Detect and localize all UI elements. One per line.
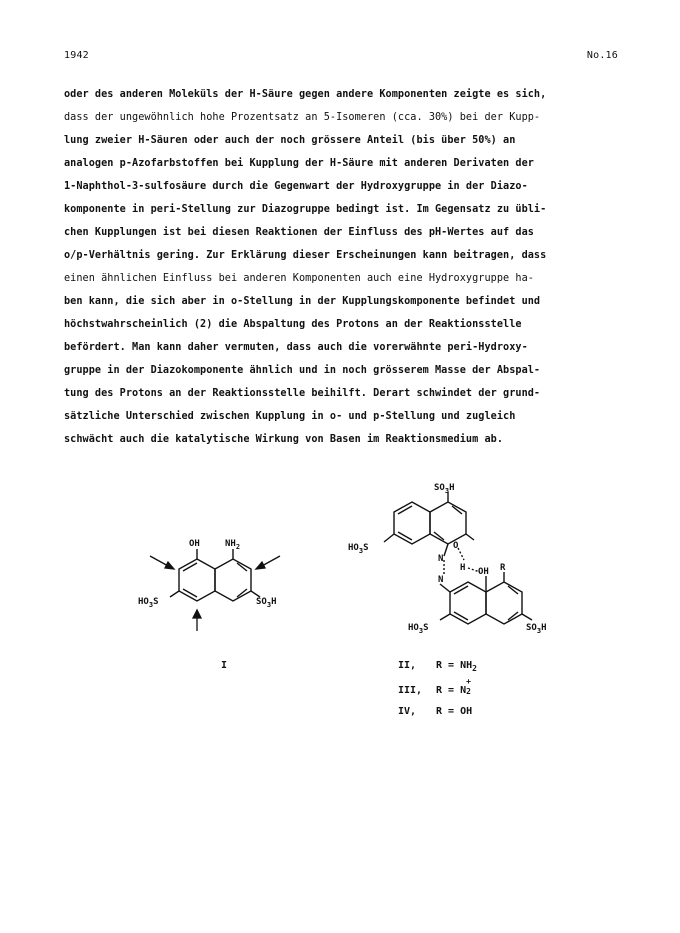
- text-line: ben kann, die sich aber in o-Stellung in der Kupplungskomponente befindet und: [64, 296, 541, 307]
- structure-i-label: I: [221, 660, 228, 671]
- r-definition-iv: [398, 706, 472, 717]
- nh2-label: $NH_2$: [225, 539, 241, 551]
- structure-i-diagram: [130, 535, 300, 645]
- n1-label: N: [438, 554, 444, 564]
- page-number: 1942: [64, 50, 89, 61]
- text-line: chen Kupplungen ist bei diesen Reaktionen der Einfluss des pH-Wertes auf das: [64, 227, 534, 238]
- top-so3h-label: $SO_3H$: [434, 483, 455, 495]
- r-equation: R = NH: [436, 660, 473, 671]
- r-equation: R = OH: [436, 706, 473, 717]
- text-line: befördert. Man kann daher vermuten, dass auch die vorerwähnte peri-Hydroxy-: [64, 342, 528, 353]
- compound-number: II,: [398, 660, 417, 671]
- n2-label: N: [438, 575, 444, 585]
- lower-naphthalene-rings: [440, 548, 532, 624]
- r-subscript: 2: [472, 664, 477, 673]
- text-line: dass der ungewöhnlich hohe Prozentsatz an 5-Isomeren (cca. 30%) bei der Kupp-: [64, 112, 541, 123]
- r-subscript: 2: [466, 687, 471, 696]
- text-line: oder des anderen Moleküls der H-Säure gegen andere Komponenten zeigte es sich,: [64, 89, 547, 100]
- structure-ii-iv-diagram: [340, 478, 570, 638]
- text-line: komponente in peri-Stellung zur Diazogruppe bedingt ist. Im Gegensatz zu übli-: [64, 204, 547, 215]
- text-line: analogen p-Azofarbstoffen bei Kupplung der H-Säure mit anderen Derivaten der: [64, 158, 534, 169]
- o-label: O: [453, 541, 459, 551]
- text-line: tung des Protons an der Reaktionsstelle beihilft. Derart schwindet der grund-: [64, 388, 541, 399]
- text-line: sätzliche Unterschied zwischen Kupplung in o- und p-Stellung und zugleich: [64, 411, 516, 422]
- body-paragraph: [64, 83, 616, 451]
- bottom-right-so3h-label: $SO_3H$: [526, 623, 547, 635]
- r-definition-iii: [398, 677, 474, 696]
- oh-label: OH: [478, 567, 489, 577]
- right-so3h-label: $SO_3H$: [256, 597, 277, 609]
- issue-number: No.16: [586, 50, 618, 61]
- text-line: 1-Naphthol-3-sulfosäure durch die Gegenwart der Hydroxygruppe in der Diazo-: [64, 181, 528, 192]
- r-superscript: +: [466, 677, 471, 686]
- bottom-left-so3h-label: $HO_3S$: [408, 623, 429, 635]
- compound-number: III,: [398, 685, 423, 696]
- oh-label: OH: [189, 539, 200, 549]
- r-definition-ii: [398, 660, 477, 673]
- h-label: H: [460, 563, 466, 573]
- upper-naphthalene-rings: [384, 492, 474, 574]
- r-label: R: [500, 563, 506, 573]
- text-line: höchstwahrscheinlich (2) die Abspaltung des Protons an der Reaktionsstelle: [64, 319, 522, 330]
- text-line: einen ähnlichen Einfluss bei anderen Komponenten auch eine Hydroxygruppe ha-: [64, 273, 534, 284]
- naphthalene-rings: [170, 549, 260, 601]
- left-so3h-label: $HO_3S$: [348, 543, 369, 555]
- attack-arrows: [150, 556, 280, 631]
- left-so3h-label: $HO_3S$: [138, 597, 159, 609]
- compound-number: IV,: [398, 706, 417, 717]
- text-line: o/p-Verhältnis gering. Zur Erklärung dieser Erscheinungen kann beitragen, dass: [64, 250, 547, 261]
- r-equation: R = N: [436, 685, 467, 696]
- text-line: gruppe in der Diazokomponente ähnlich und in noch grösserem Masse der Abspal-: [64, 365, 541, 376]
- text-line: lung zweier H-Säuren oder auch der noch grössere Anteil (bis über 50%) an: [64, 135, 516, 146]
- text-line: schwächt auch die katalytische Wirkung von Basen im Reaktionsmedium ab.: [64, 434, 504, 445]
